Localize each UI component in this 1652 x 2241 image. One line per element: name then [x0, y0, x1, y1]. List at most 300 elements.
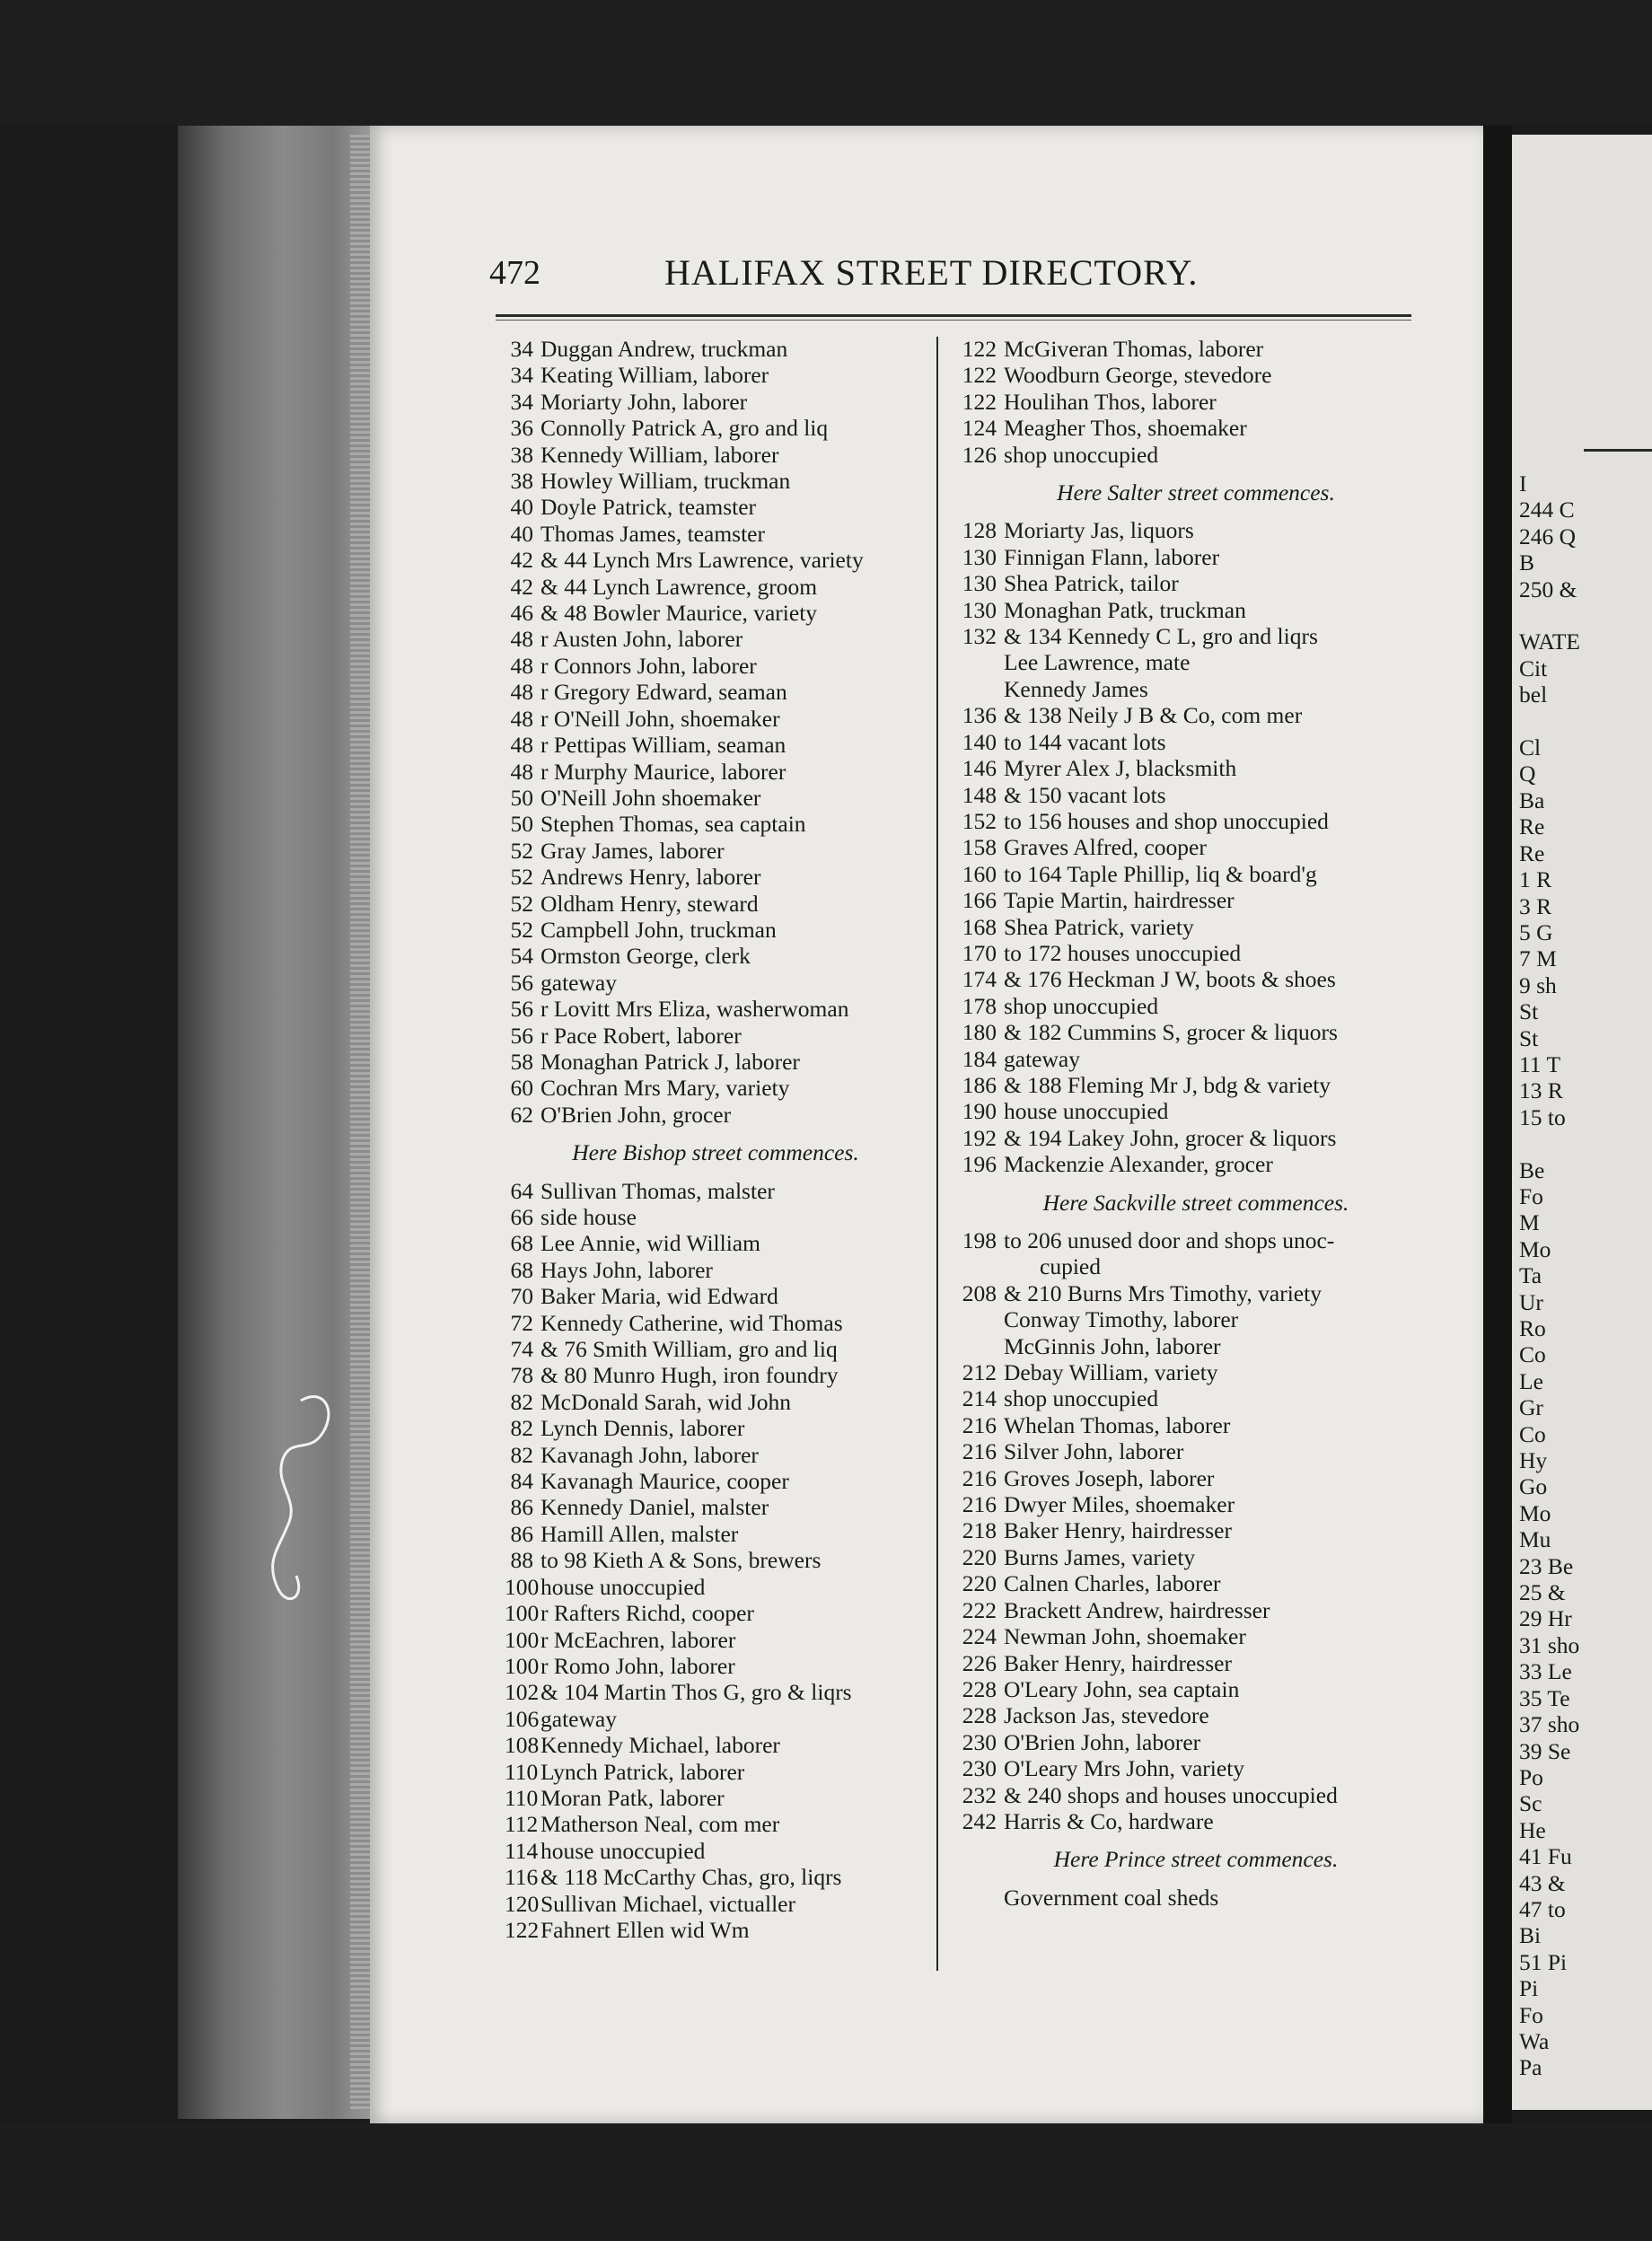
directory-entry — [505, 679, 936, 705]
house-number — [953, 1333, 997, 1359]
facing-page-fragments — [1519, 470, 1580, 2081]
resident-entry: Campbell John, truckman — [540, 916, 777, 943]
resident-entry: Moriarty Jas, liquors — [1004, 517, 1194, 544]
resident-entry: Andrews Henry, laborer — [540, 864, 761, 891]
house-number: 82 — [510, 1441, 533, 1468]
house-number: 214 — [962, 1385, 997, 1412]
resident-entry: Groves Joseph, laborer — [1004, 1464, 1215, 1491]
resident-entry: Graves Alfred, cooper — [1004, 834, 1207, 861]
directory-entry — [953, 597, 1438, 623]
directory-entry — [953, 1782, 1438, 1808]
directory-entry — [953, 1465, 1438, 1491]
directory-entry — [505, 1336, 936, 1362]
house-number: 196 — [962, 1151, 997, 1178]
house-number: 178 — [962, 992, 997, 1019]
facing-page-fragment: 3 R — [1519, 892, 1552, 919]
directory-entry — [505, 1732, 936, 1758]
directory-entry — [505, 1283, 936, 1309]
house-number: 198 — [962, 1227, 997, 1253]
page-number: 472 — [489, 254, 540, 292]
facing-page-rule — [1584, 449, 1652, 452]
facing-page-fragment: 29 Hr — [1519, 1605, 1572, 1632]
resident-entry: Houlihan Thos, laborer — [1004, 388, 1217, 415]
resident-entry: Hays John, laborer — [540, 1256, 713, 1283]
directory-entry — [505, 1891, 936, 1917]
house-number: 66 — [510, 1204, 533, 1230]
hair-scribble — [238, 1383, 346, 1616]
resident-entry: & 176 Heckman J W, boots & shoes — [1004, 966, 1336, 993]
left-column — [505, 336, 936, 1943]
directory-entry — [953, 1729, 1438, 1755]
directory-entry — [953, 808, 1438, 834]
directory-entry — [505, 1574, 936, 1600]
resident-entry: & 76 Smith William, gro and liq — [540, 1336, 838, 1363]
house-number: 216 — [962, 1464, 997, 1491]
resident-entry: & 138 Neily J B & Co, com mer — [1004, 702, 1303, 729]
house-number: 128 — [962, 517, 997, 544]
facing-page-fragment: Re — [1519, 813, 1545, 840]
house-number: 48 — [510, 652, 533, 679]
directory-entry — [505, 864, 936, 890]
house-number: 84 — [510, 1468, 533, 1495]
facing-page-fragment: 11 T — [1519, 1050, 1561, 1077]
directory-entry — [953, 940, 1438, 966]
house-number: 226 — [962, 1649, 997, 1676]
book-spine — [178, 126, 371, 2119]
resident-entry: r Romo John, laborer — [540, 1652, 735, 1679]
street-commences-note: Here Prince street commences. — [1053, 1846, 1339, 1873]
house-number: 216 — [962, 1491, 997, 1518]
facing-page-fragment: 5 G — [1519, 918, 1553, 945]
facing-page-fragment: 47 to — [1519, 1895, 1566, 1922]
page-title: HALIFAX STREET DIRECTORY. — [664, 252, 1199, 293]
directory-entry — [953, 1072, 1438, 1098]
resident-entry: Harris & Co, hardware — [1004, 1807, 1214, 1834]
resident-entry: gateway — [1004, 1045, 1080, 1072]
facing-page-fragment: 39 Se — [1519, 1737, 1571, 1764]
house-number: 180 — [962, 1019, 997, 1046]
facing-page-fragment: M — [1519, 1209, 1540, 1236]
resident-entry: to 206 unused door and shops unoc- — [1004, 1227, 1335, 1253]
facing-page-fragment: 51 Pi — [1519, 1948, 1568, 1975]
facing-page-fragment: He — [1519, 1816, 1546, 1843]
house-number: 46 — [510, 600, 533, 627]
facing-page-fragment: Co — [1519, 1420, 1546, 1447]
house-number: 86 — [510, 1494, 533, 1521]
resident-entry: Gray James, laborer — [540, 837, 725, 864]
resident-entry: Newman John, shoemaker — [1004, 1623, 1246, 1650]
house-number: 222 — [962, 1596, 997, 1623]
house-number: 228 — [962, 1675, 997, 1702]
directory-entry — [505, 1415, 936, 1441]
resident-entry: O'Leary John, sea captain — [1004, 1675, 1240, 1702]
resident-entry: r Gregory Edward, seaman — [540, 679, 787, 706]
directory-entry — [953, 1517, 1438, 1543]
resident-entry: & 104 Martin Thos G, gro & liqrs — [540, 1679, 852, 1706]
house-number: 100 — [505, 1600, 540, 1627]
house-number: 62 — [510, 1101, 533, 1128]
facing-page-fragment: Mo — [1519, 1499, 1551, 1526]
resident-entry: Monaghan Patk, truckman — [1004, 596, 1246, 623]
directory-entry — [505, 1468, 936, 1494]
house-number: 40 — [510, 494, 533, 521]
resident-entry: gateway — [540, 969, 617, 996]
directory-entry — [505, 494, 936, 520]
resident-entry: house unoccupied — [540, 1837, 706, 1864]
house-number: 36 — [510, 415, 533, 442]
facing-page-fragment: 1 R — [1519, 866, 1552, 893]
directory-entry — [953, 1412, 1438, 1438]
house-number: 114 — [505, 1837, 539, 1864]
house-number: 52 — [510, 837, 533, 864]
resident-entry: Kennedy Daniel, malster — [540, 1494, 769, 1521]
resident-entry: McGinnis John, laborer — [1004, 1332, 1221, 1359]
resident-entry: Kennedy James — [1004, 675, 1148, 702]
directory-entry — [953, 702, 1438, 728]
resident-entry: Dwyer Miles, shoemaker — [1004, 1491, 1235, 1518]
house-number: 216 — [962, 1411, 997, 1438]
house-number: 166 — [962, 887, 997, 914]
facing-page-fragment: Sc — [1519, 1790, 1542, 1817]
resident-entry: Lynch Dennis, laborer — [540, 1415, 745, 1442]
house-number: 158 — [962, 834, 997, 861]
directory-entry — [505, 785, 936, 811]
resident-entry: Kavanagh Maurice, cooper — [540, 1468, 789, 1495]
resident-entry: Kennedy Michael, laborer — [540, 1732, 780, 1759]
directory-entry — [505, 970, 936, 996]
directory-entry — [953, 1098, 1438, 1124]
resident-entry: Ormston George, clerk — [540, 943, 751, 970]
directory-entry — [953, 362, 1438, 388]
house-number: 60 — [510, 1075, 533, 1102]
resident-entry: house unoccupied — [540, 1573, 706, 1600]
directory-entry — [505, 1627, 936, 1653]
directory-entry — [505, 1257, 936, 1283]
resident-entry: Kennedy Catherine, wid Thomas — [540, 1309, 843, 1336]
house-number: 52 — [510, 916, 533, 943]
directory-entry — [953, 1702, 1438, 1728]
directory-entry — [953, 1125, 1438, 1151]
directory-entry — [953, 1151, 1438, 1177]
street-commences-note: Here Salter street commences. — [1057, 479, 1335, 506]
resident-entry: Government coal sheds — [1004, 1884, 1219, 1911]
resident-entry: Myrer Alex J, blacksmith — [1004, 755, 1237, 782]
house-number: 102 — [505, 1679, 540, 1706]
resident-entry: Sullivan Michael, victualler — [540, 1890, 795, 1917]
directory-entry — [953, 649, 1438, 675]
directory-entry — [953, 570, 1438, 596]
directory-entry — [505, 706, 936, 732]
house-number: 130 — [962, 570, 997, 597]
resident-entry: to 172 houses unoccupied — [1004, 939, 1242, 966]
resident-entry: r Austen John, laborer — [540, 626, 743, 653]
directory-entry — [953, 1280, 1438, 1306]
resident-entry: Monaghan Patrick J, laborer — [540, 1048, 800, 1075]
facing-page-edge — [1512, 135, 1652, 2110]
house-number: 64 — [510, 1177, 533, 1204]
house-number: 242 — [962, 1807, 997, 1834]
facing-page-fragment: 43 & — [1519, 1869, 1566, 1896]
directory-entry — [505, 653, 936, 679]
facing-page-fragment: 250 & — [1519, 576, 1577, 602]
resident-entry: Burns James, variety — [1004, 1543, 1196, 1570]
resident-entry: Oldham Henry, steward — [540, 890, 759, 917]
resident-entry: & 80 Munro Hugh, iron foundry — [540, 1362, 839, 1389]
facing-page-fragment: Mo — [1519, 1235, 1551, 1262]
house-number: 120 — [505, 1890, 540, 1917]
house-number: 58 — [510, 1048, 533, 1075]
directory-entry — [953, 389, 1438, 415]
directory-entry — [505, 1785, 936, 1811]
directory-entry — [505, 1362, 936, 1388]
house-number: 48 — [510, 758, 533, 785]
house-number: 54 — [510, 943, 533, 970]
facing-page-fragment: Cit — [1519, 655, 1548, 681]
house-number: 122 — [962, 388, 997, 415]
resident-entry: Conway Timothy, laborer — [1004, 1306, 1239, 1333]
house-number: 124 — [962, 415, 997, 442]
house-number: 170 — [962, 939, 997, 966]
directory-entry — [953, 1046, 1438, 1072]
resident-entry: Lee Lawrence, mate — [1004, 649, 1191, 676]
directory-entry — [505, 1230, 936, 1256]
facing-page-fragment: bel — [1519, 681, 1548, 708]
resident-entry: r Pace Robert, laborer — [540, 1022, 742, 1049]
column-divider — [936, 337, 938, 1971]
house-number: 224 — [962, 1623, 997, 1650]
house-number: 216 — [962, 1438, 997, 1465]
house-number: 68 — [510, 1256, 533, 1283]
directory-entry — [505, 389, 936, 415]
resident-entry: Baker Henry, hairdresser — [1004, 1649, 1232, 1676]
house-number — [953, 676, 997, 702]
directory-entry — [953, 914, 1438, 940]
directory-entry — [505, 1023, 936, 1049]
directory-entry — [953, 336, 1438, 362]
house-number: 50 — [510, 811, 533, 838]
scan-bottom-margin — [0, 2123, 1652, 2241]
house-number: 218 — [962, 1517, 997, 1544]
house-number: 38 — [510, 441, 533, 468]
facing-page-fragment: Co — [1519, 1341, 1546, 1368]
resident-entry: to 164 Taple Phillip, liq & board'g — [1004, 860, 1317, 887]
resident-entry: Hamill Allen, malster — [540, 1520, 739, 1547]
house-number: 230 — [962, 1728, 997, 1755]
resident-entry: Shea Patrick, variety — [1004, 913, 1194, 940]
directory-entry — [505, 1049, 936, 1075]
resident-entry: to 156 houses and shop unoccupied — [1004, 807, 1329, 834]
resident-entry: gateway — [540, 1705, 617, 1732]
house-number: 48 — [510, 705, 533, 732]
resident-entry: & 194 Lakey John, grocer & liquors — [1004, 1124, 1337, 1151]
house-number: 174 — [962, 966, 997, 993]
directory-entry — [505, 1838, 936, 1864]
resident-entry: Kennedy William, laborer — [540, 441, 779, 468]
resident-entry: Meagher Thos, shoemaker — [1004, 415, 1247, 442]
house-number: 168 — [962, 913, 997, 940]
resident-entry: shop unoccupied — [1004, 441, 1159, 468]
house-number: 56 — [510, 969, 533, 996]
directory-entry — [953, 1755, 1438, 1781]
directory-entry — [505, 1547, 936, 1573]
directory-entry — [953, 1597, 1438, 1623]
directory-entry — [505, 1653, 936, 1679]
resident-entry: & 182 Cummins S, grocer & liquors — [1004, 1019, 1338, 1046]
facing-page-fragment: Q — [1519, 760, 1536, 787]
facing-page-fragment: 244 C — [1519, 497, 1575, 523]
house-number: 38 — [510, 468, 533, 495]
resident-entry: O'Leary Mrs John, variety — [1004, 1755, 1245, 1782]
house-number: 152 — [962, 807, 997, 834]
directory-entry — [953, 1623, 1438, 1649]
directory-entry — [953, 676, 1438, 702]
resident-entry: cupied — [1040, 1253, 1101, 1280]
facing-page-fragment: Go — [1519, 1473, 1548, 1500]
resident-entry: side house — [540, 1204, 637, 1230]
directory-entry — [505, 1864, 936, 1890]
house-number: 42 — [510, 547, 533, 574]
directory-entry — [953, 755, 1438, 781]
directory-entry — [953, 1650, 1438, 1676]
facing-page-fragment: I — [1519, 470, 1527, 497]
directory-entry — [505, 415, 936, 441]
resident-entry: Baker Henry, hairdresser — [1004, 1517, 1232, 1544]
facing-page-fragment: 35 Te — [1519, 1684, 1570, 1711]
directory-entry — [505, 838, 936, 864]
resident-entry: shop unoccupied — [1004, 992, 1159, 1019]
facing-page-fragment: Ur — [1519, 1288, 1543, 1315]
resident-entry: Jackson Jas, stevedore — [1004, 1702, 1209, 1729]
directory-entry — [505, 521, 936, 547]
house-number: 122 — [962, 336, 997, 362]
facing-page-fragment — [1519, 602, 1580, 628]
directory-entry — [505, 732, 936, 758]
resident-entry: O'Brien John, grocer — [540, 1101, 732, 1128]
directory-entry — [953, 415, 1438, 441]
resident-entry: house unoccupied — [1004, 1098, 1169, 1125]
house-number: 68 — [510, 1230, 533, 1257]
facing-page-fragment — [1519, 1130, 1580, 1156]
directory-entry — [505, 759, 936, 785]
directory-entry — [505, 1600, 936, 1626]
directory-entry — [953, 782, 1438, 808]
house-number: 208 — [962, 1279, 997, 1306]
facing-page-fragment: Fo — [1519, 1182, 1543, 1209]
facing-page-fragment: 7 M — [1519, 945, 1557, 972]
house-number: 48 — [510, 626, 533, 653]
house-number: 212 — [962, 1359, 997, 1386]
facing-page-fragment: WATE — [1519, 628, 1580, 655]
house-number: 132 — [962, 623, 997, 650]
directory-entry — [953, 729, 1438, 755]
resident-entry: & 134 Kennedy C L, gro and liqrs — [1004, 623, 1318, 650]
directory-entry — [953, 1438, 1438, 1464]
directory-entry — [505, 943, 936, 969]
resident-entry: Kavanagh John, laborer — [540, 1441, 759, 1468]
resident-entry: Moran Patk, laborer — [540, 1784, 725, 1811]
house-number: 230 — [962, 1755, 997, 1782]
facing-page-fragment: Ba — [1519, 787, 1545, 813]
directory-entry — [505, 1442, 936, 1468]
directory-entry — [505, 1075, 936, 1101]
house-number: 192 — [962, 1124, 997, 1151]
house-number: 74 — [510, 1336, 533, 1363]
house-number: 110 — [505, 1758, 539, 1785]
resident-entry: Lynch Patrick, laborer — [540, 1758, 745, 1785]
house-number: 86 — [510, 1520, 533, 1547]
facing-page-fragment: Le — [1519, 1367, 1543, 1394]
page-gutter — [1483, 126, 1512, 2123]
resident-entry: Howley William, truckman — [540, 468, 791, 495]
house-number: 186 — [962, 1071, 997, 1098]
facing-page-fragment: Cl — [1519, 734, 1542, 761]
resident-entry: Baker Maria, wid Edward — [540, 1283, 778, 1310]
house-number: 122 — [962, 362, 997, 389]
facing-page-fragment: Be — [1519, 1156, 1545, 1183]
house-number: 48 — [510, 732, 533, 759]
facing-page-fragment: Ro — [1519, 1315, 1546, 1341]
facing-page-fragment: 25 & — [1519, 1579, 1566, 1606]
facing-page-fragment: B — [1519, 549, 1535, 576]
resident-entry: r McEachren, laborer — [540, 1626, 736, 1653]
house-number — [953, 1885, 997, 1911]
directory-entry — [953, 834, 1438, 860]
resident-entry: r Rafters Richd, cooper — [540, 1600, 754, 1627]
facing-page-fragment: Pa — [1519, 2054, 1542, 2081]
resident-entry: Debay William, variety — [1004, 1359, 1218, 1386]
directory-entry — [505, 1494, 936, 1520]
directory-entry — [505, 1917, 936, 1943]
house-number: 52 — [510, 890, 533, 917]
resident-entry: & 240 shops and houses unoccupied — [1004, 1781, 1338, 1808]
resident-entry: Duggan Andrew, truckman — [540, 336, 788, 362]
directory-entry — [505, 547, 936, 573]
resident-entry: Moriarty John, laborer — [540, 388, 748, 415]
house-number: 220 — [962, 1570, 997, 1597]
street-commences-note: Here Bishop street commences. — [572, 1139, 859, 1166]
directory-entry — [505, 1310, 936, 1336]
directory-entry — [505, 917, 936, 943]
house-number: 160 — [962, 860, 997, 887]
resident-entry: to 144 vacant lots — [1004, 728, 1166, 755]
directory-entry — [505, 468, 936, 494]
directory-entry — [505, 442, 936, 468]
house-number: 78 — [510, 1362, 533, 1389]
house-number: 34 — [510, 362, 533, 389]
facing-page-fragment: Po — [1519, 1763, 1543, 1790]
directory-entry — [953, 1885, 1438, 1911]
resident-entry: Finnigan Flann, laborer — [1004, 543, 1220, 570]
resident-entry: to 98 Kieth A & Sons, brewers — [540, 1547, 822, 1574]
resident-entry: Silver John, laborer — [1004, 1438, 1184, 1465]
directory-entry — [505, 626, 936, 652]
house-number: 82 — [510, 1388, 533, 1415]
house-number: 184 — [962, 1045, 997, 1072]
resident-entry: Thomas James, teamster — [540, 520, 765, 547]
house-number: 100 — [505, 1652, 540, 1679]
house-number: 126 — [962, 441, 997, 468]
resident-entry: r O'Neill John, shoemaker — [540, 705, 780, 732]
resident-entry: Shea Patrick, tailor — [1004, 570, 1179, 597]
directory-entry — [953, 623, 1438, 649]
directory-entry — [953, 1570, 1438, 1596]
house-number — [953, 649, 997, 675]
facing-page-fragment: St — [1519, 998, 1539, 1025]
facing-page-fragment: 246 Q — [1519, 523, 1577, 549]
directory-entry — [953, 1333, 1438, 1359]
directory-entry — [505, 336, 936, 362]
house-number: 220 — [962, 1543, 997, 1570]
